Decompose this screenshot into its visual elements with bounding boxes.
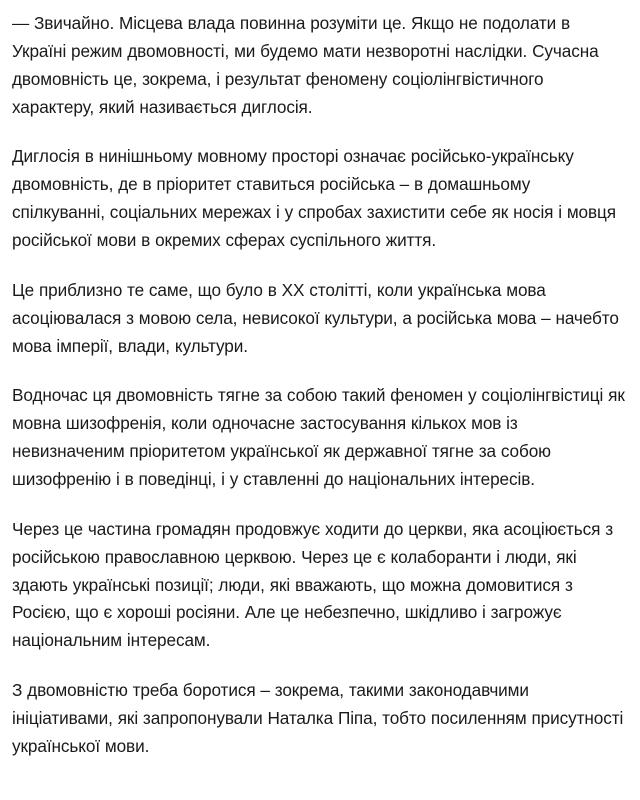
paragraph: — Звичайно. Місцева влада повинна розуміти це. Якщо не подолати в Україні режим двомовності, ми будемо мати незворотні наслідки. Сучасна двомовність це, зокрема, і результат феномену соціолінгвістичного характеру, який називається диглосія. [12, 13, 599, 117]
paragraph: Це приблизно те саме, що було в ХХ столітті, коли українська мова асоціювалася з мовою села, невисокої культури, а російська мова – начебто мова імперії, влади, культури. [12, 279, 619, 356]
paragraph: Водночас ця двомовність тягне за собою такий феномен у соціолінгвістиці як мовна шизофренія, коли одночасне застосування кількох мов із невизначеним пріоритетом української як державної тягне за собою шизофренію і в поведінці, і у ставленні до національних інтересів. [12, 385, 625, 490]
paragraph: З двомовністю треба боротися – зокрема, такими законодавчими ініціативами, які запропонували Наталка Піпа, тобто посиленням присутності української мови. [12, 680, 624, 756]
paragraph: Диглосія в нинішньому мовному просторі означає російсько-українську двомовність, де в пріоритет ставиться російська – в домашньому спілкуванні, соціальних мережах і у спробах захистити себе як носія і мовця російської мови в окремих сферах суспільного життя. [12, 146, 616, 251]
paragraph: Через це частина громадян продовжує ходити до церкви, яка асоціюється з російською православною церквою. Через це є колаборанти і люди, які здають українські позиції; люди, які вважають, що можна домовитися з Росією, що є хороші росіяни. Але це небезпечно, шкідливо і загрожує національним інтересам. [12, 518, 614, 651]
